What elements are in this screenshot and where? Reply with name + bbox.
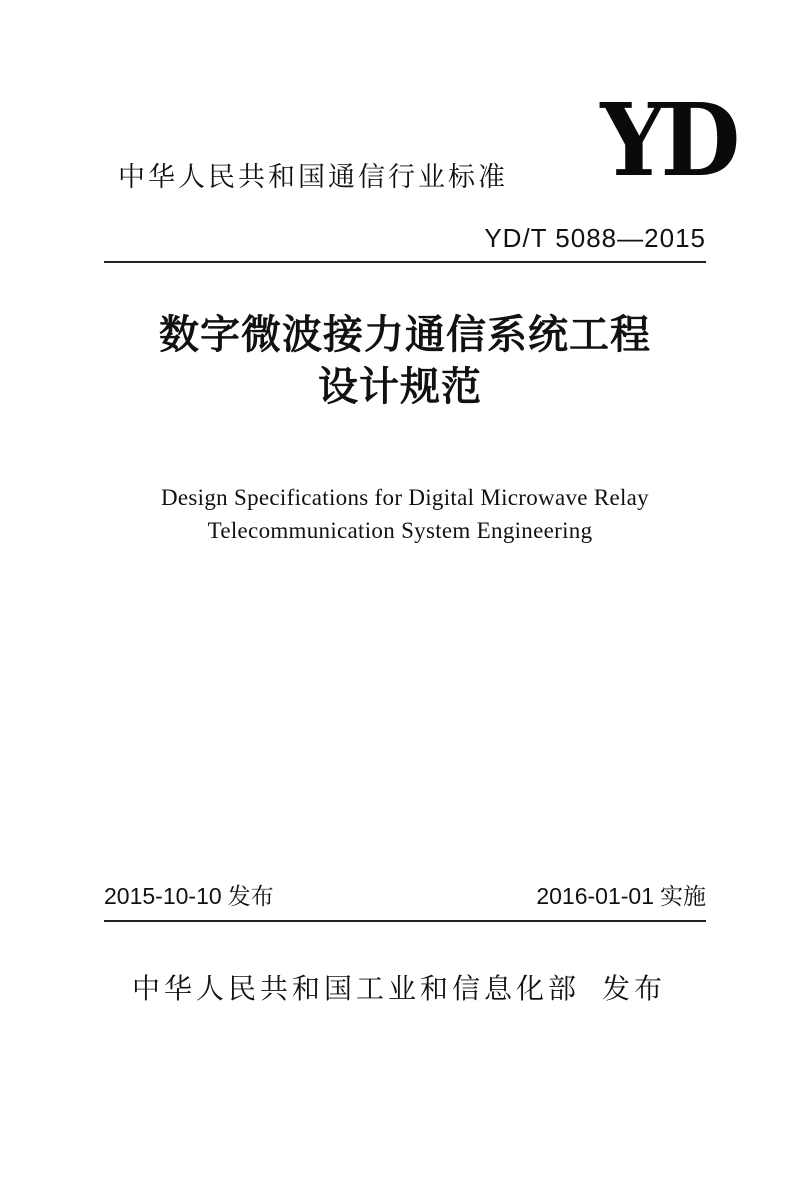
standard-category: 中华人民共和国通信行业标准 — [118, 162, 508, 193]
top-divider — [104, 261, 706, 263]
english-title-line-1: Design Specifications for Digital Microwave Relay — [161, 485, 649, 510]
publisher-line — [132, 968, 666, 1010]
chinese-title-line-2: 设计规范 — [318, 363, 482, 410]
effective-label: 实施 — [660, 884, 706, 910]
issue-date-block — [104, 877, 274, 916]
issue-date: 2015-10-10 — [104, 883, 222, 909]
publisher-name: 中华人民共和国工业和信息化部 — [132, 972, 581, 1005]
effective-date-block — [440, 877, 706, 916]
issue-label: 发布 — [227, 884, 274, 910]
english-title-line-2: Telecommunication System Engineering — [207, 518, 593, 543]
bottom-divider — [104, 920, 706, 922]
effective-date: 2016-01-01 — [536, 883, 654, 909]
chinese-title-line-1: 数字微波接力通信系统工程 — [159, 311, 651, 358]
publisher-action: 发布 — [602, 972, 667, 1005]
standard-number: YD/T 5088—2015 — [484, 223, 706, 253]
yd-logo: YD — [600, 81, 735, 199]
